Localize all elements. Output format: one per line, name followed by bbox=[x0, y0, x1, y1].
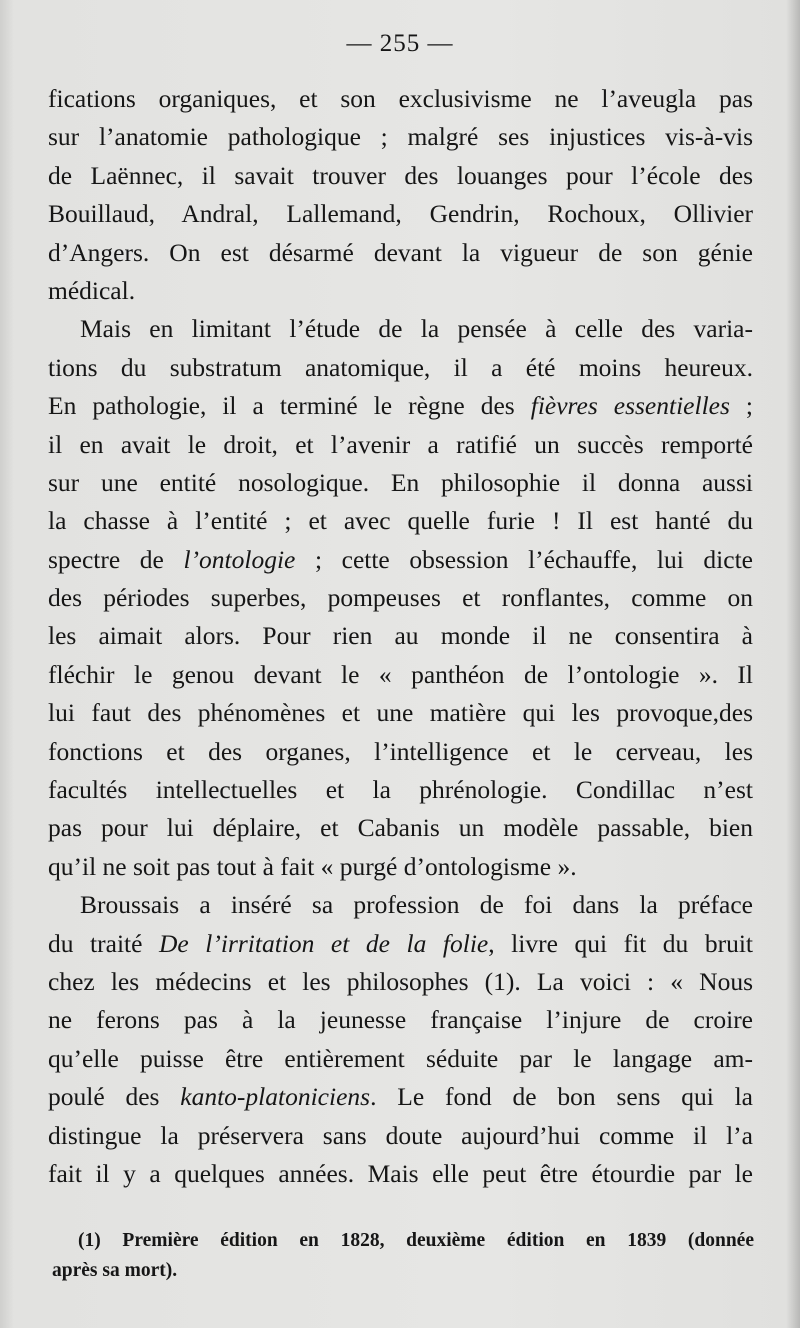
body-italic-text: l’ontologie bbox=[183, 544, 296, 574]
body-line: qu’elle puisse être entièrement séduite par le langage am- bbox=[48, 1043, 753, 1073]
body-line: pas pour lui déplaire, et Cabanis un modèle passable, bien bbox=[48, 813, 753, 843]
body-line-text: En pathologie, il a terminé le règne des bbox=[48, 391, 531, 421]
body-line: qu’il ne soit pas tout à fait « purgé d’ontologisme ». bbox=[48, 851, 577, 881]
body-line: Broussais a inséré sa profession de foi dans la préface bbox=[80, 890, 753, 920]
body-italic-text: De l’irritation et de la folie bbox=[159, 928, 489, 958]
footnote-line: (1) Première édition en 1828, deuxième édition en 1839 (donnée bbox=[78, 1230, 754, 1251]
body-italic-text: kanto-platoniciens bbox=[180, 1082, 371, 1112]
body-line: distingue la préservera sans doute aujourd’hui comme il l’a bbox=[48, 1120, 753, 1150]
body-line: de Laënnec, il savait trouver des louanges pour l’école des bbox=[48, 160, 753, 190]
footnotes bbox=[52, 1226, 754, 1286]
page-number-header: — 255 — bbox=[346, 30, 454, 57]
body-line: la chasse à l’entité ; et avec quelle furie ! Il est hanté du bbox=[48, 506, 753, 536]
body-line: Bouillaud, Andral, Lallemand, Gendrin, Rochoux, Ollivier bbox=[48, 199, 753, 229]
body-line bbox=[48, 925, 753, 963]
body-line bbox=[48, 1078, 753, 1116]
body-line-text: spectre de bbox=[48, 544, 184, 574]
body-text bbox=[48, 80, 753, 1193]
body-line: fait il y a quelques années. Mais elle peut être étourdie par le bbox=[48, 1158, 753, 1188]
body-line: sur une entité nosologique. En philosophie il donna aussi bbox=[48, 467, 753, 497]
body-line-text: , livre qui fit du bruit bbox=[488, 928, 754, 958]
body-line: les aimait alors. Pour rien au monde il ne consentira à bbox=[48, 621, 753, 651]
body-line bbox=[48, 541, 753, 579]
body-line: chez les médecins et les philosophes (1). La voici : « Nous bbox=[48, 966, 753, 996]
body-line-text: poulé des bbox=[48, 1082, 181, 1112]
body-line-text: ; cette obsession l’échauffe, lui dicte bbox=[295, 544, 753, 574]
body-line: fléchir le genou devant le « panthéon de l’ontologie ». Il bbox=[48, 659, 753, 689]
body-line: d’Angers. On est désarmé devant la vigueur de son génie bbox=[48, 237, 753, 267]
body-line-text: . Le fond de bon sens qui la bbox=[370, 1082, 753, 1112]
body-line: tions du substratum anatomique, il a été moins heureux. bbox=[48, 352, 753, 382]
body-line: fications organiques, et son exclusivisme ne l’aveugla pas bbox=[48, 84, 753, 113]
body-line: Mais en limitant l’étude de la pensée à celle des varia- bbox=[80, 314, 753, 344]
body-line: des périodes superbes, pompeuses et ronflantes, comme on bbox=[48, 583, 753, 613]
body-line: sur l’anatomie pathologique ; malgré ses injustices vis-à-vis bbox=[48, 122, 753, 152]
body-line bbox=[48, 387, 753, 425]
body-italic-text: fièvres essentielles bbox=[530, 391, 730, 421]
body-line: médical. bbox=[48, 275, 136, 305]
body-line: il en avait le droit, et l’avenir a ratifié un succès remporté bbox=[48, 429, 753, 459]
body-line: lui faut des phénomènes et une matière qui les provoque,des bbox=[48, 698, 753, 728]
body-line: ne ferons pas à la jeunesse française l’injure de croire bbox=[48, 1005, 753, 1035]
body-line: facultés intellectuelles et la phrénologie. Condillac n’est bbox=[48, 775, 753, 805]
body-line: fonctions et des organes, l’intelligence et le cerveau, les bbox=[48, 736, 753, 766]
body-line-text: du traité bbox=[48, 928, 159, 958]
footnote-line: après sa mort). bbox=[52, 1260, 178, 1281]
body-line-text: ; bbox=[729, 391, 753, 421]
